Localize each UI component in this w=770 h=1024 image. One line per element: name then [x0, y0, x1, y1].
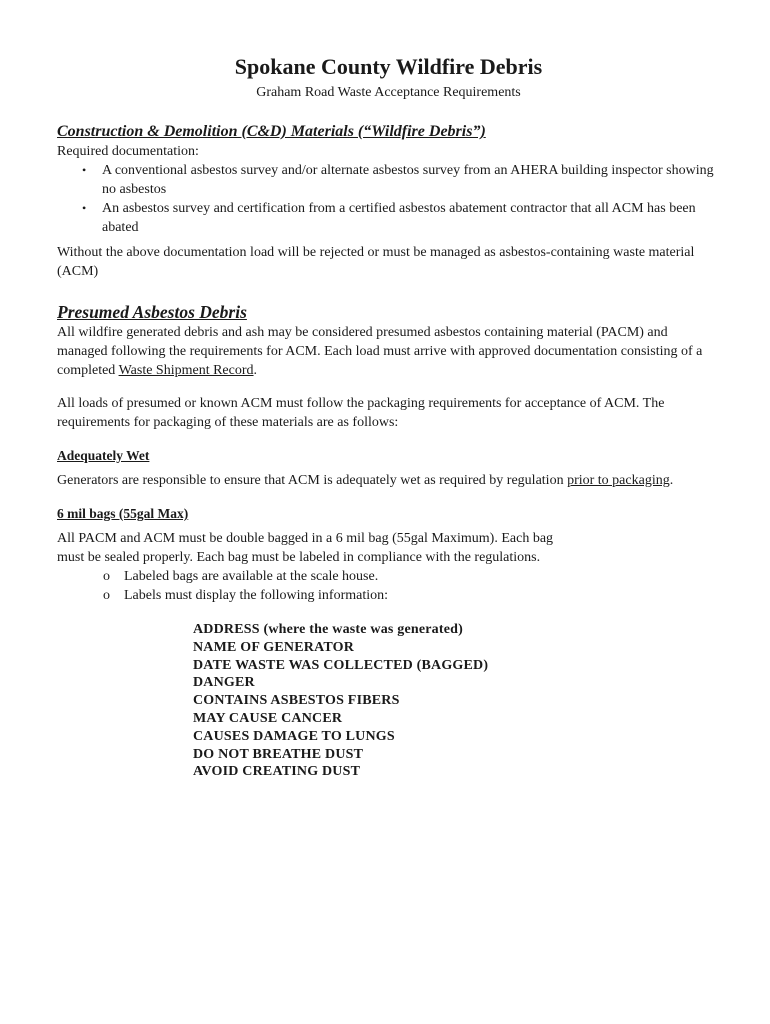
list-item-text: A conventional asbestos survey and/or alternate asbestos survey from an AHERA building inspector showing no asbestos — [102, 163, 714, 197]
bags-heading: 6 mil bags (55gal Max) — [57, 506, 189, 521]
label-line-generator: NAME OF GENERATOR — [193, 639, 355, 655]
bullet-icon: • — [82, 201, 87, 215]
prior-to-packaging-link[interactable]: prior to packaging — [567, 473, 670, 488]
label-line-lungs: CAUSES DAMAGE TO LUNGS — [193, 728, 395, 744]
adequately-wet-paragraph — [57, 471, 720, 490]
document-subtitle: Graham Road Waste Acceptance Requirements — [256, 85, 521, 100]
list-item — [103, 586, 720, 605]
bags-paragraph: All PACM and ACM must be double bagged in a 6 mil bag (55gal Maximum). Each bag must be sealed properly. Each bag must be labeled in compliance with the regulations. — [57, 531, 554, 565]
label-requirements-block — [193, 621, 720, 781]
list-item — [103, 567, 720, 586]
list-item-text: Labeled bags are available at the scale house. — [124, 569, 379, 584]
pacm-text: All wildfire generated debris and ash may be considered presumed asbestos containing material (PACM) and managed following the requirements for ACM. Each load must arrive with approved documentation consisting of a completed — [57, 325, 703, 378]
section-pacm-heading: Presumed Asbestos Debris — [57, 302, 247, 322]
bullet-icon: • — [82, 163, 87, 177]
circle-bullet-icon: o — [103, 588, 110, 603]
label-line-breathe: DO NOT BREATHE DUST — [193, 746, 364, 762]
label-line-address: ADDRESS (where the waste was generated) — [193, 622, 464, 637]
label-line-avoid: AVOID CREATING DUST — [193, 764, 361, 780]
pacm-paragraph — [57, 323, 720, 380]
list-item — [82, 199, 720, 237]
list-item-text: Labels must display the following information: — [124, 588, 389, 603]
rejection-note: Without the above documentation load will be rejected or must be managed as asbestos-containing waste material (ACM) — [57, 245, 695, 279]
wet-text: Generators are responsible to ensure that ACM is adequately wet as required by regulation — [57, 473, 568, 488]
required-documentation-label: Required documentation: — [57, 144, 199, 159]
circle-bullet-icon: o — [103, 569, 110, 584]
pacm-text-end: . — [253, 363, 258, 378]
document-title: Spokane County Wildfire Debris — [234, 54, 543, 79]
required-documentation-list — [57, 161, 720, 237]
bags-sub-list — [57, 567, 720, 605]
section-cd-heading: Construction & Demolition (C&D) Materials (“Wildfire Debris”) — [57, 123, 486, 140]
wet-text-end: . — [669, 473, 674, 488]
waste-shipment-record-link[interactable]: Waste Shipment Record — [118, 363, 254, 378]
list-item — [82, 161, 720, 199]
packaging-paragraph: All loads of presumed or known ACM must follow the packaging requirements for acceptance of ACM. The requirements for packaging of these materials are as follows: — [57, 396, 665, 430]
label-line-fibers: CONTAINS ASBESTOS FIBERS — [193, 693, 400, 709]
adequately-wet-heading: Adequately Wet — [57, 448, 150, 463]
label-line-date: DATE WASTE WAS COLLECTED (BAGGED) — [193, 657, 489, 673]
label-line-danger: DANGER — [193, 675, 255, 691]
list-item-text: An asbestos survey and certification from a certified asbestos abatement contractor that all ACM has been abated — [102, 201, 696, 235]
label-line-cancer: MAY CAUSE CANCER — [193, 710, 343, 726]
